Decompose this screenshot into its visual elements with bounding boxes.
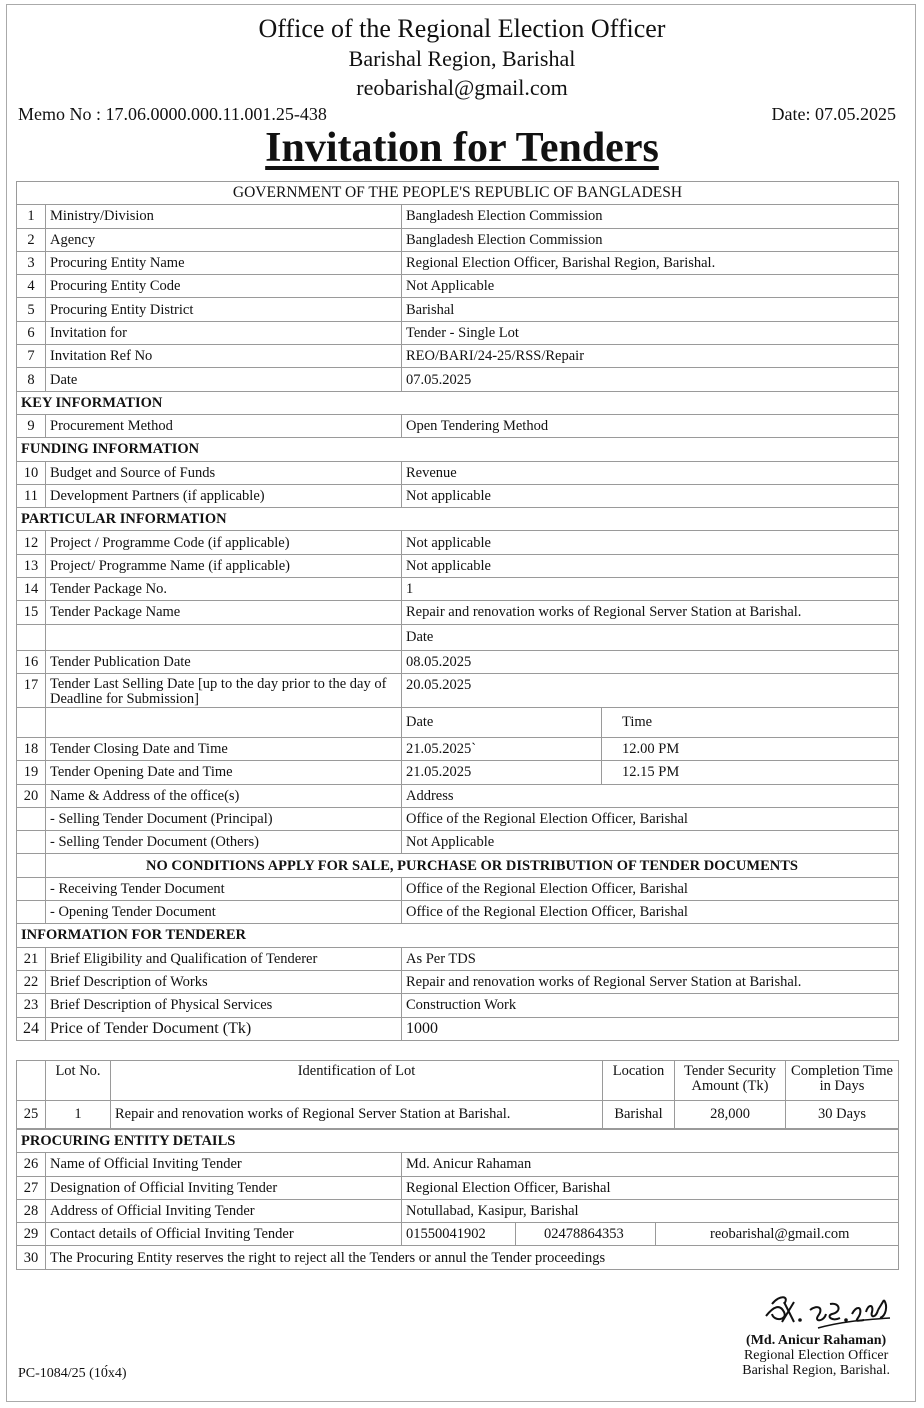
office-region: Barishal Region, Barishal (348, 46, 576, 71)
section-procuring-entity-details: PROCURING ENTITY DETAILS (17, 1130, 899, 1153)
table-row: 15 Tender Package Name Repair and renovation works of Regional Server Station at Barishal. (17, 601, 899, 624)
table-row: 30 The Procuring Entity reserves the right to reject all the Tenders or annul the Tender proceedings (17, 1246, 899, 1269)
table-row: 16 Tender Publication Date 08.05.2025 (17, 650, 899, 673)
table-row: 10 Budget and Source of Funds Revenue (17, 461, 899, 484)
table-row: 12 Project / Programme Code (if applicable) Not applicable (17, 531, 899, 554)
print-code: PC-1084/25 (10́x4) (18, 1366, 127, 1381)
signatory-name: (Md. Anicur Rahaman) (746, 1333, 887, 1348)
lot-header-row: Lot No. Identification of Lot Location Tender Security Amount (Tk) Completion Time in Days (17, 1061, 899, 1101)
no-conditions-note: NO CONDITIONS APPLY FOR SALE, PURCHASE OR DISTRIBUTION OF TENDER DOCUMENTS (46, 854, 899, 877)
table-row: 6 Invitation for Tender - Single Lot (17, 321, 899, 344)
procuring-entity-table (16, 1129, 899, 1270)
table-row: Date (17, 624, 899, 650)
table-row: 22 Brief Description of Works Repair and renovation works of Regional Server Station at Barishal. (17, 970, 899, 993)
section-funding-information: FUNDING INFORMATION (17, 438, 899, 461)
table-row: - Selling Tender Document (Principal) Office of the Regional Election Officer, Barishal (17, 807, 899, 830)
table-row: 27 Designation of Official Inviting Tender Regional Election Officer, Barishal (17, 1176, 899, 1199)
table-row: 29 Contact details of Official Inviting Tender 01550041902 02478864353 reobarishal@gmail.com (17, 1223, 899, 1246)
table-row: 8 Date 07.05.2025 (17, 368, 899, 391)
handwritten-signature (760, 1282, 900, 1332)
lot-table (16, 1060, 899, 1129)
table-row: 21 Brief Eligibility and Qualification of Tenderer As Per TDS (17, 947, 899, 970)
table-row: - Opening Tender Document Office of the Regional Election Officer, Barishal (17, 901, 899, 924)
table-row: 17 Tender Last Selling Date [up to the day prior to the day of Deadline for Submission] 20.05.2025 (17, 673, 899, 707)
table-row: 28 Address of Official Inviting Tender Notullabad, Kasipur, Barishal (17, 1199, 899, 1222)
section-particular-information: PARTICULAR INFORMATION (17, 508, 899, 531)
table-row: 23 Brief Description of Physical Services Construction Work (17, 994, 899, 1017)
table-row: 9 Procurement Method Open Tendering Method (17, 414, 899, 437)
table-row: - Receiving Tender Document Office of the Regional Election Officer, Barishal (17, 877, 899, 900)
table-row: 1 Ministry/Division Bangladesh Election Commission (17, 205, 899, 228)
memo-date: Date: 07.05.2025 (771, 104, 896, 124)
table-row: 5 Procuring Entity District Barishal (17, 298, 899, 321)
table-row: 26 Name of Official Inviting Tender Md. Anicur Rahaman (17, 1153, 899, 1176)
signatory-block (742, 1333, 890, 1378)
table-row: Date Time (17, 707, 899, 737)
document-title: Invitation for Tenders (265, 125, 659, 171)
signatory-region: Barishal Region, Barishal. (742, 1363, 890, 1378)
table-row: 4 Procuring Entity Code Not Applicable (17, 275, 899, 298)
section-key-information: KEY INFORMATION (17, 391, 899, 414)
table-row: 19 Tender Opening Date and Time 21.05.2025 12.15 PM (17, 761, 899, 784)
tender-table (16, 181, 899, 1041)
table-row: 3 Procuring Entity Name Regional Election Officer, Barishal Region, Barishal. (17, 251, 899, 274)
office-name: Office of the Regional Election Officer (258, 14, 666, 43)
table-row: - Selling Tender Document (Others) Not Applicable (17, 831, 899, 854)
memo-number: Memo No : 17.06.0000.000.11.001.25-438 (18, 104, 327, 124)
lot-row: 25 1 Repair and renovation works of Regional Server Station at Barishal. Barishal 28,000 30 Days (17, 1101, 899, 1129)
table-row: 18 Tender Closing Date and Time 21.05.2025` 12.00 PM (17, 737, 899, 760)
table-row: 2 Agency Bangladesh Election Commission (17, 228, 899, 251)
office-email: reobarishal@gmail.com (356, 75, 568, 100)
signatory-designation: Regional Election Officer (743, 1348, 889, 1363)
table-row: 11 Development Partners (if applicable) Not applicable (17, 484, 899, 507)
table-row: 20 Name & Address of the office(s) Address (17, 784, 899, 807)
table-row: 14 Tender Package No. 1 (17, 578, 899, 601)
table-row: 24 Price of Tender Document (Tk) 1000 (17, 1017, 899, 1040)
table-row: 13 Project/ Programme Name (if applicable) Not applicable (17, 554, 899, 577)
table-row: 7 Invitation Ref No REO/BARI/24-25/RSS/Repair (17, 345, 899, 368)
gov-header: GOVERNMENT OF THE PEOPLE'S REPUBLIC OF BANGLADESH (17, 182, 899, 205)
section-information-for-tenderer: INFORMATION FOR TENDERER (17, 924, 899, 947)
table-row (17, 854, 899, 877)
